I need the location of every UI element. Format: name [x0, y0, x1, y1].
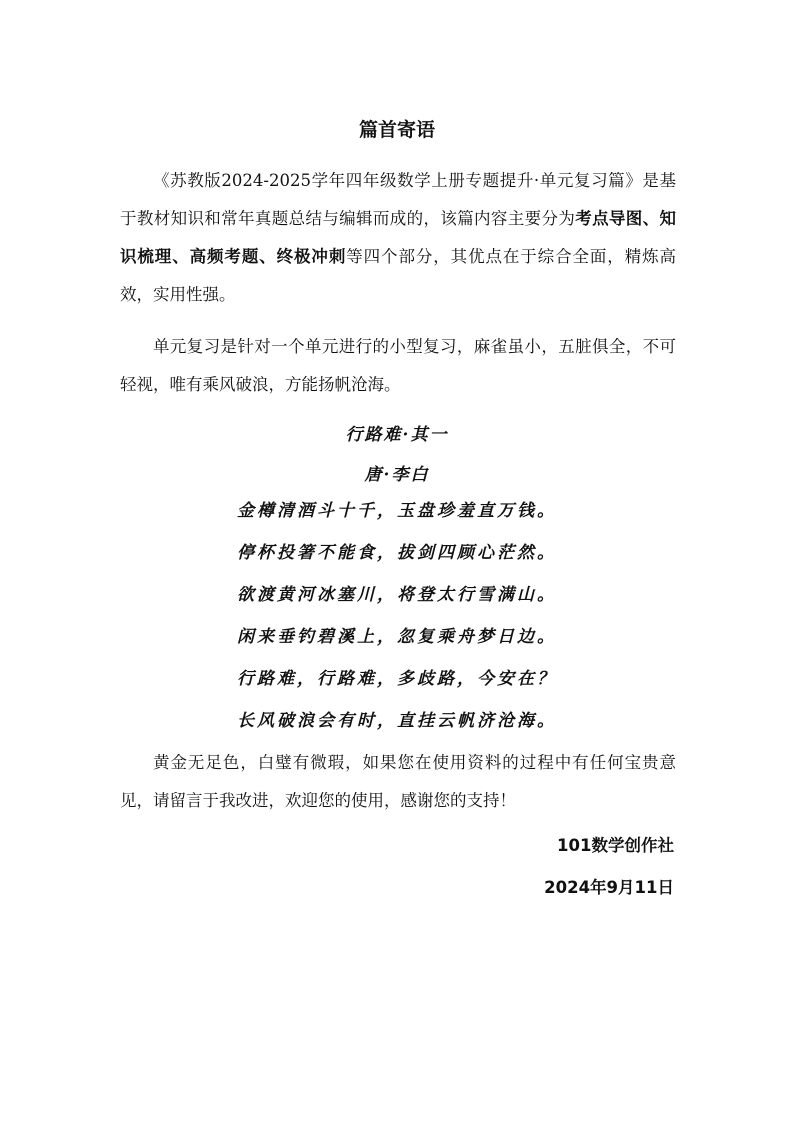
poem-author: 唐·李白	[364, 465, 430, 485]
poem-line: 金樽清酒斗十千，玉盘珍羞直万钱。	[237, 501, 557, 521]
signature-date: 2024年9月11日	[544, 878, 674, 897]
signature: 101数学创作社	[557, 836, 674, 855]
poem-title: 行路难·其一	[345, 425, 449, 445]
page-title: 篇首寄语	[358, 119, 435, 141]
intro-text-end: 等四个部分，其优点在于综合全面，精炼高效，实用性强。	[120, 247, 677, 304]
review-paragraph: 单元复习是针对一个单元进行的小型复习，麻雀虽小，五脏俱全，不可轻视，唯有乘风破浪，方能扬帆沧海。	[120, 337, 676, 394]
poem-line: 闲来垂钓碧溪上，忽复乘舟梦日边。	[237, 627, 557, 647]
intro-sections-bold: 考点导图、知识梳理、高频考题、终极冲刺	[120, 209, 676, 266]
poem-line: 欲渡黄河冰塞川，将登太行雪满山。	[237, 585, 557, 605]
intro-text-start: 《苏教版2024-2025学年四年级数学上册专题提升·单元复习篇》是基于教材知识和常年真题总结与编辑而成的，该篇内容主要分为	[120, 171, 676, 228]
poem-line: 停杯投箸不能食，拔剑四顾心茫然。	[237, 543, 557, 563]
intro-paragraph	[120, 162, 676, 314]
poem-line: 行路难，行路难，多歧路，今安在？	[237, 669, 557, 689]
poem-lines	[0, 496, 794, 748]
poem-line: 长风破浪会有时，直挂云帆济沧海。	[237, 711, 557, 731]
closing-paragraph: 黄金无足色，白璧有微瑕，如果您在使用资料的过程中有任何宝贵意见，请留言于我改进，欢迎您的使用，感谢您的支持！	[120, 753, 676, 810]
